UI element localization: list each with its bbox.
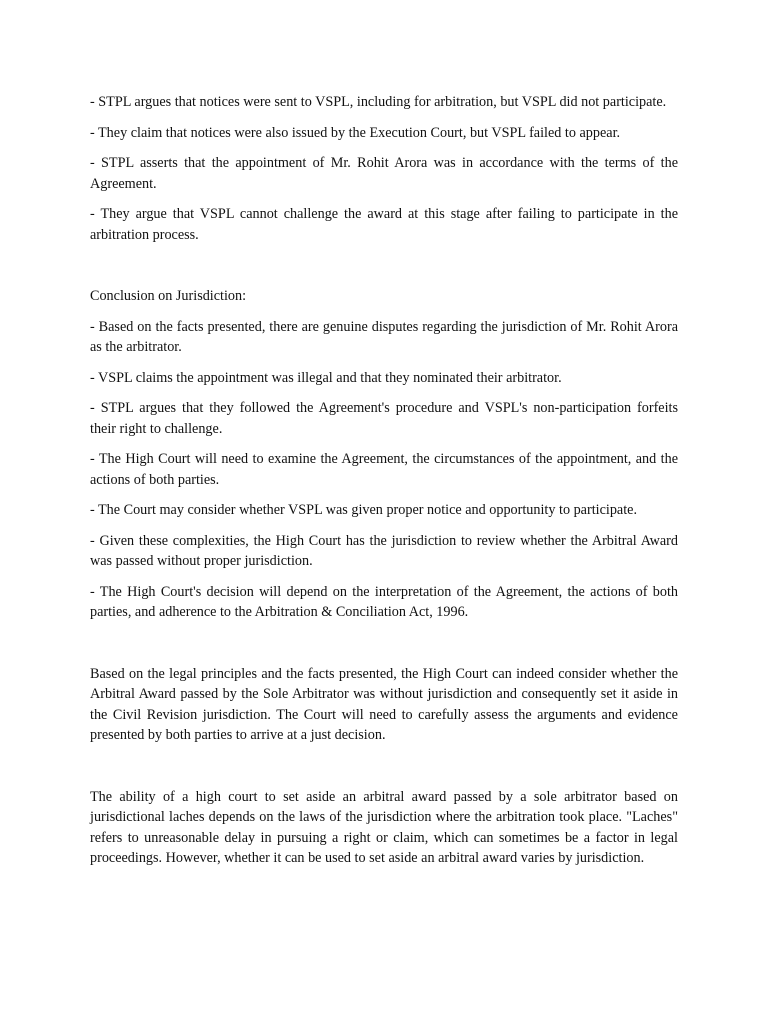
summary-paragraph: Based on the legal principles and the facts presented, the High Court can indeed consider whether the Arbitral Award passed by the Sole Arbitrator was without jurisdiction and consequently set it aside in the Civil Revision jurisdiction. The Court will need to carefully assess the arguments and evidence presented by both parties to arrive at a just decision.: [90, 665, 678, 743]
argument-point: - They argue that VSPL cannot challenge the award at this stage after failing to participate in the arbitration process.: [90, 206, 678, 243]
section-spacer: [90, 756, 678, 787]
document-page: [90, 92, 678, 879]
conclusion-point: - Based on the facts presented, there are genuine disputes regarding the jurisdiction of Mr. Rohit Arora as the arbitrator.: [90, 318, 678, 355]
conclusion-point: - The Court may consider whether VSPL was given proper notice and opportunity to participate.: [90, 502, 638, 518]
conclusion-point: - The High Court will need to examine the Agreement, the circumstances of the appointment, and the actions of both parties.: [90, 451, 678, 488]
conclusion-point: - Given these complexities, the High Court has the jurisdiction to review whether the Arbitral Award was passed without proper jurisdiction.: [90, 532, 678, 569]
conclusion-heading: Conclusion on Jurisdiction:: [90, 288, 247, 304]
argument-point: - They claim that notices were also issued by the Execution Court, but VSPL failed to appear.: [90, 124, 621, 141]
section-spacer: [90, 255, 678, 286]
conclusion-point: - STPL argues that they followed the Agreement's procedure and VSPL's non-participation forfeits their right to challenge.: [90, 400, 678, 437]
conclusion-point: - The High Court's decision will depend on the interpretation of the Agreement, the actions of both parties, and adherence to the Arbitration & Conciliation Act, 1996.: [90, 583, 678, 620]
argument-point: - STPL asserts that the appointment of Mr. Rohit Arora was in accordance with the terms of the Agreement.: [90, 155, 678, 192]
argument-point: - STPL argues that notices were sent to VSPL, including for arbitration, but VSPL did not participate.: [90, 94, 667, 110]
section-spacer: [90, 633, 678, 664]
laches-paragraph: The ability of a high court to set aside an arbitral award passed by a sole arbitrator based on jurisdictional laches depends on the laws of the jurisdiction where the arbitration took place. "Laches" refers to unreasonable delay in pursuing a right or claim, which can sometimes be a factor in legal proceedings. However, whether it can be used to set aside an arbitral award varies by jurisdiction.: [90, 788, 678, 866]
conclusion-point: - VSPL claims the appointment was illegal and that they nominated their arbitrator.: [90, 369, 562, 386]
